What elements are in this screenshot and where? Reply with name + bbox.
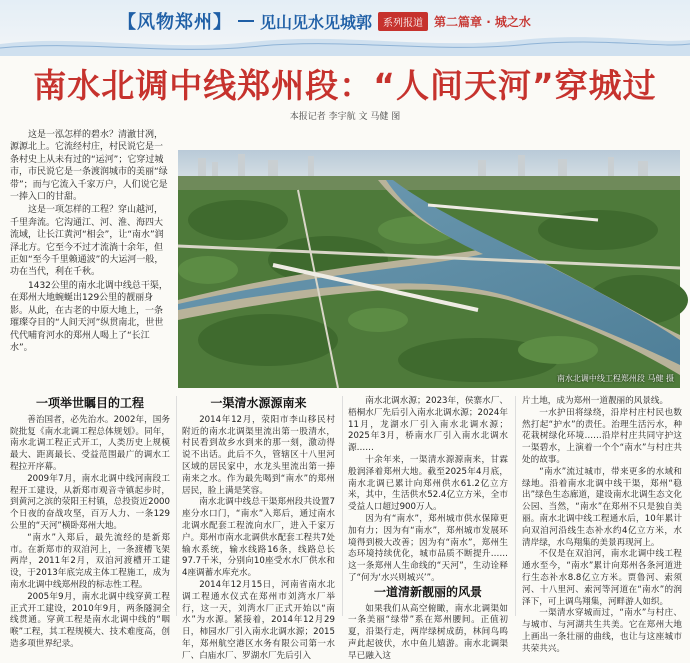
column-1 [10, 396, 170, 649]
series-badge: 系列报道 [378, 12, 428, 31]
deco-line [238, 20, 254, 22]
body-paragraph: 2005年9月，南水北调中线穿黄工程正式开工建设，2010年9月，两条隧洞全线贯通。穿黄工程是南水北调中线的“咽喉”工程，其工程规模大、技术难度高，创造多项世界纪录。 [10, 591, 170, 649]
body-paragraph: 一渠清水穿城而过，“南水”与村庄、与城市、与河湖共生共美。它在郑州大地上画出一条壮丽的曲线，也让与这座城市共荣共兴。 [522, 608, 682, 654]
header-banner [0, 0, 690, 56]
intro-paragraph: 1432公里的南水北调中线总干渠，在郑州大地蜿蜒出129公里的靓丽身影。从此，在古老的中原大地上，一条璀璨夺目的“人间天河”纵贯南北，世世代代哺育河水的郑州人喝上了“长江水”。 [10, 280, 168, 353]
body-paragraph: 如果我们从高空俯瞰，南水北调渠如一条美丽“绿带”系在郑州腰间。正值初夏，沿渠行走，两岸绿树成荫，林间鸟鸣声此起彼伏，水中鱼儿嬉游。南水北调渠早已融入这 [348, 603, 508, 661]
column-divider [176, 396, 177, 616]
intro-paragraph: 这是一泓怎样的碧水？清澈甘冽，源源北上。它流经村庄，村民说它是一条村史上从未有过的“运河”；它穿过城市，市民说它是一条渡润城市的美丽“绿带”；而与它流入千家万户，人们说它是一捧入口的甘甜。 [10, 130, 168, 203]
body-paragraph: 2014年12月15日，河南省南水北调工程通水仪式在郑州市刘湾水厂举行，这一天，刘湾水厂正式开始以“南水”为水源。紧接着，2014年12月29日，柿园水厂引入南水北调水源；2015年，郑州航空港区水务有限公司第一水厂、白庙水厂、罗湖水厂先后引入 [182, 579, 335, 661]
section-title: 一道清新靓丽的风景 [373, 584, 482, 599]
body-paragraph: 片土地，成为郑州一道靓丽的风景线。 [522, 396, 669, 406]
body-paragraph: 南水北调水源；2023年，侯寨水厂、梧桐水厂先后引入南水北调水源；2024年11月，龙湖水厂引入南水北调水源；2025年3月，桥南水厂引入南水北调水源…… [348, 396, 508, 454]
canal-aerial-image [178, 150, 680, 388]
body-paragraph: 因为有“南水”，郑州城市供水保障更加有力；因为有“南水”，郑州城市发展环境得到极大改善；因为有“南水”，郑州生态环境持续优化，城市品质不断提升……这一条郑州人生命线的“天河”，生动诠释了“何为‘水兴则城兴’”。 [348, 513, 508, 583]
column-tag: 【风物郑州】 [118, 12, 232, 33]
photo-caption: 南水北调中线工程郑州段 马健 摄 [556, 374, 674, 383]
intro-text [10, 129, 170, 387]
body-paragraph: 2009年7月，南水北调中线河南段工程开工建设，从新郑市观音寺镇起步时，到黄河之滨的荥阳王村镇，总投资近2000个日夜的奋战攻坚，百万人力、一条129公里的“天河”横卧郑州大地。 [10, 473, 170, 531]
section-title: 一渠清水源源南来 [210, 396, 307, 410]
column-3 [348, 396, 508, 661]
aerial-photo [178, 150, 680, 388]
body-paragraph: 十余年来，一渠清水源源南来，甘霖般润泽着郑州大地。截至2025年4月底，南水北调已累计向郑州供水61.2亿立方米，其中，生活供水52.4亿立方米，全市受益人口超过900万人。 [348, 454, 508, 513]
column-2 [182, 396, 335, 661]
column-4 [522, 396, 682, 654]
body-paragraph: 一水护田将绿绕，沿岸村庄村民也数然打起“护水”的责任。治理生活污水，种花栽树绿化环境……沿岸村庄共同守护这一渠碧水，上演着一个个“南水”与村庄共处的故事。 [522, 407, 682, 465]
body-paragraph: “南水”流过城市，带来更多的水域和绿地。沿着南水北调中线干渠，郑州“稳出”绿色生态廊道，建设南水北调生态文化公园、当然，“南水”在郑州不只是独自美丽。南水北调中线工程通水后，10年累计向双洎河沿线生态补水约4亿立方米，水清岸绿，水鸟翔集的美景再现河上。 [522, 466, 682, 548]
intro-paragraph: 这是一项怎样的工程？穿山越河，千里奔流。它沟通江、河、淮、海四大流域，让长江黄河“相会”，让“南水”润泽北方。它至今不过才流淌十余年，但正如“至今千里赖通波”的大运河一般，功在当代，利在千秋。 [10, 205, 164, 278]
body-paragraph: 不仅是在双洎河，南水北调中线工程通水至今，“南水”累计向郑州各条河道进行生态补水8.8亿立方米。贾鲁河、索须河、十八里河、索河等河道在“南水”的润泽下，可上调鸟翔集，河畔游人如织。 [522, 549, 682, 607]
body-paragraph: “南水”入郑后，最先流经的是新郑市。在新郑市的双洎河上，一条渡槽飞架两岸，2011年2月，双洎河渡槽开工建设，于2013年底完成主体工程施工，成为南水北调中线郑州段的标志性工程。 [10, 532, 170, 590]
byline: 本报记者 李宇航 文 马健 图 [289, 112, 401, 122]
body-paragraph: 善治国者，必先治水。2002年，国务院批复《南水北调工程总体规划》。同年，南水北调工程正式开工，人类历史上规模最大、距离最长、受益范围最广的调水工程拉开序幕。 [10, 414, 170, 472]
body-paragraph: 2014年12月，荥阳市李山移民村附近的南水北调渠里流出第一股清水，村民看到故乡水到来的那一刻，激动得说不出话。此后不久，管辖区十八里河区域的居民家中，水龙头里流出第一捧南来之水。作为最先喝到“南水”的郑州居民，脸上满是笑容。 [182, 414, 335, 496]
series-title: 见山见水见城郭 [260, 12, 373, 32]
column-divider [515, 396, 516, 616]
section-title: 一项举世瞩目的工程 [35, 396, 144, 410]
chapter-label: 第二篇章 · 城之水 [434, 14, 531, 29]
headline: 南水北调中线郑州段：“人间天河”穿城过 [33, 66, 657, 105]
body-paragraph: 南水北调中线总干渠郑州段共设置7座分水口门，“南水”入郑后，通过南水北调水配套工程流向水厂，进入千家万户。郑州市南水北调供水配套工程共7处输水系统，输水线路16条，线路总长97.7千米，分别向10座受水水厂供水和4座调蓄水库充水。 [182, 497, 335, 579]
column-divider [342, 396, 343, 616]
